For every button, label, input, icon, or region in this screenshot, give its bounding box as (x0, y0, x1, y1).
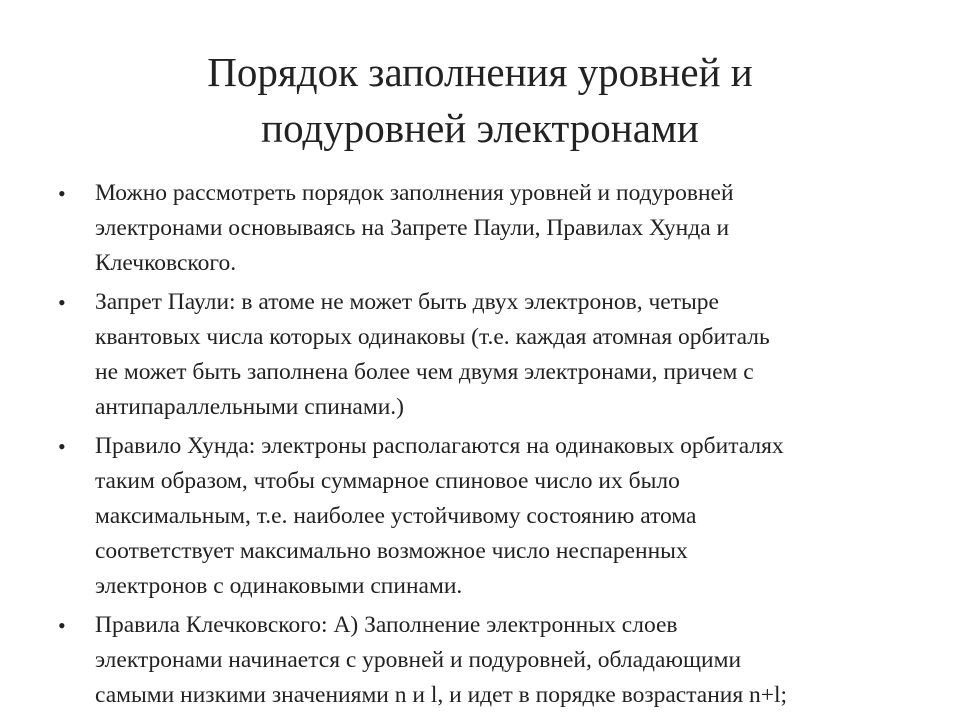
bullet-item-pauli (58, 285, 928, 425)
bullet-text-line: соответствует максимально возможное число неспаренных (95, 538, 688, 564)
bullet-text-line: Правило Хунда: электроны располагаются на одинаковых орбиталях (95, 433, 784, 459)
bullet-icon: • (58, 434, 66, 459)
bullet-text-line: электронов с одинаковыми спинами. (95, 573, 463, 599)
bullet-icon: • (58, 181, 66, 206)
slide-title-line: подуровней электронами (261, 105, 699, 151)
bullet-text-line: электронами основываясь на Запрете Паули, Правилах Хунда и (95, 215, 730, 241)
bullet-text-line: таким образом, чтобы суммарное спиновое число их было (95, 468, 680, 494)
bullet-text-line: антипараллельными спинами.) (95, 394, 404, 420)
bullet-item-intro (58, 176, 928, 281)
bullet-list (58, 176, 928, 717)
slide-title-line: Порядок заполнения уровней и (207, 49, 753, 95)
bullet-icon: • (58, 613, 66, 638)
slide-title (80, 44, 880, 156)
bullet-item-hund (58, 429, 928, 604)
bullet-icon: • (58, 290, 66, 315)
bullet-text-line: максимальным, т.е. наиболее устойчивому состоянию атома (95, 503, 697, 529)
bullet-text-line: Клечковского. (95, 250, 237, 276)
bullet-text-line: Правила Клечковского: А) Заполнение электронных слоев (95, 612, 678, 638)
bullet-item-klechkovsky (58, 608, 928, 713)
bullet-text-line: самыми низкими значениями n и l, и идет в порядке возрастания n+l; (95, 682, 788, 708)
bullet-text-line: электронами начинается с уровней и подуровней, обладающими (95, 647, 742, 673)
bullet-text-line: не может быть заполнена более чем двумя электронами, причем с (95, 359, 754, 385)
bullet-text-line: Запрет Паули: в атоме не может быть двух электронов, четыре (95, 289, 719, 315)
bullet-text-line: квантовых числа которых одинаковы (т.е. каждая атомная орбиталь (95, 324, 770, 350)
bullet-text-line: Можно рассмотреть порядок заполнения уровней и подуровней (95, 180, 734, 206)
